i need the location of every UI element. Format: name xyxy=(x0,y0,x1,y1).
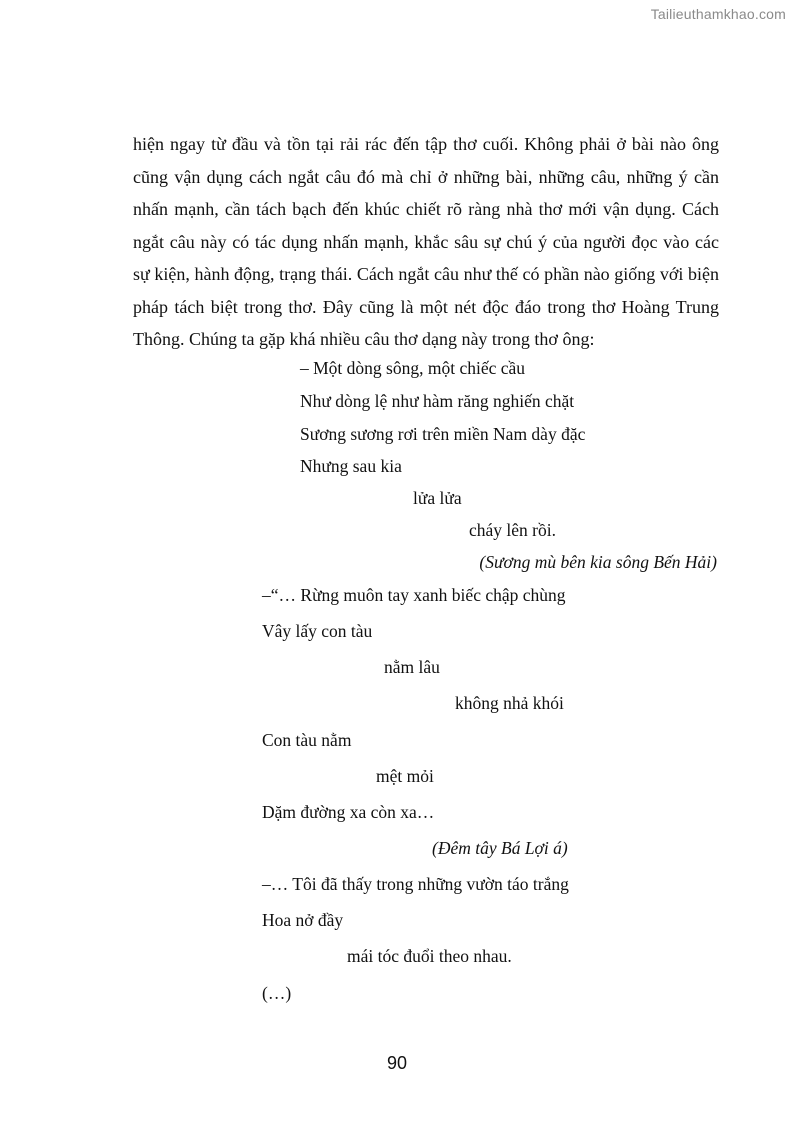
poem-line: Dặm đường xa còn xa… xyxy=(262,802,435,822)
poem-line: mệt mỏi xyxy=(376,766,434,786)
poem-source: (Đêm tây Bá Lợi á) xyxy=(432,838,568,858)
poem-line: mái tóc đuổi theo nhau. xyxy=(347,946,512,966)
poem-line: Vây lấy con tàu xyxy=(262,621,373,641)
poem-line: lửa lửa xyxy=(413,488,462,508)
poem-source: (Sương mù bên kia sông Bến Hải) xyxy=(479,552,717,572)
page-number: 90 xyxy=(386,1053,408,1073)
poem-line: –… Tôi đã thấy trong những vườn táo trắng xyxy=(262,874,569,894)
poem-line: cháy lên rồi. xyxy=(469,520,556,540)
poem-line: Như dòng lệ như hàm răng nghiến chặt xyxy=(300,391,575,411)
poem-line: Sương sương rơi trên miền Nam dày đặc xyxy=(300,424,586,444)
poem-line: (…) xyxy=(262,983,292,1003)
body-paragraph: hiện ngay từ đầu và tồn tại rải rác đến tập thơ cuối. Không phải ở bài nào ông cũng vận dụng cách ngắt câu đó mà chỉ ở những bài, những câu, những ý cần nhấn mạnh, cần tách bạch đến khúc chiết rõ ràng nhà thơ mới vận dụng. Cách ngắt câu này có tác dụng nhấn mạnh, khắc sâu sự chú ý của người đọc vào các sự kiện, hành động, trạng thái. Cách ngắt câu như thế có phần nào giống với biện pháp tách biệt trong thơ. Đây cũng là một nét độc đáo trong thơ Hoàng Trung Thông. Chúng ta gặp khá nhiều câu thơ dạng này trong thơ ông: xyxy=(133,134,719,349)
poem-line: –“… Rừng muôn tay xanh biếc chập chùng xyxy=(262,585,566,605)
poem-line: không nhả khói xyxy=(455,693,564,713)
poem-line: – Một dòng sông, một chiếc cầu xyxy=(300,358,526,378)
poem-line: Nhưng sau kia xyxy=(300,456,402,476)
poem-line: nằm lâu xyxy=(384,657,440,677)
poem-line: Hoa nở đầy xyxy=(262,910,344,930)
watermark-text: Tailieuthamkhao.com xyxy=(650,6,786,22)
poem-line: Con tàu nằm xyxy=(262,730,352,750)
